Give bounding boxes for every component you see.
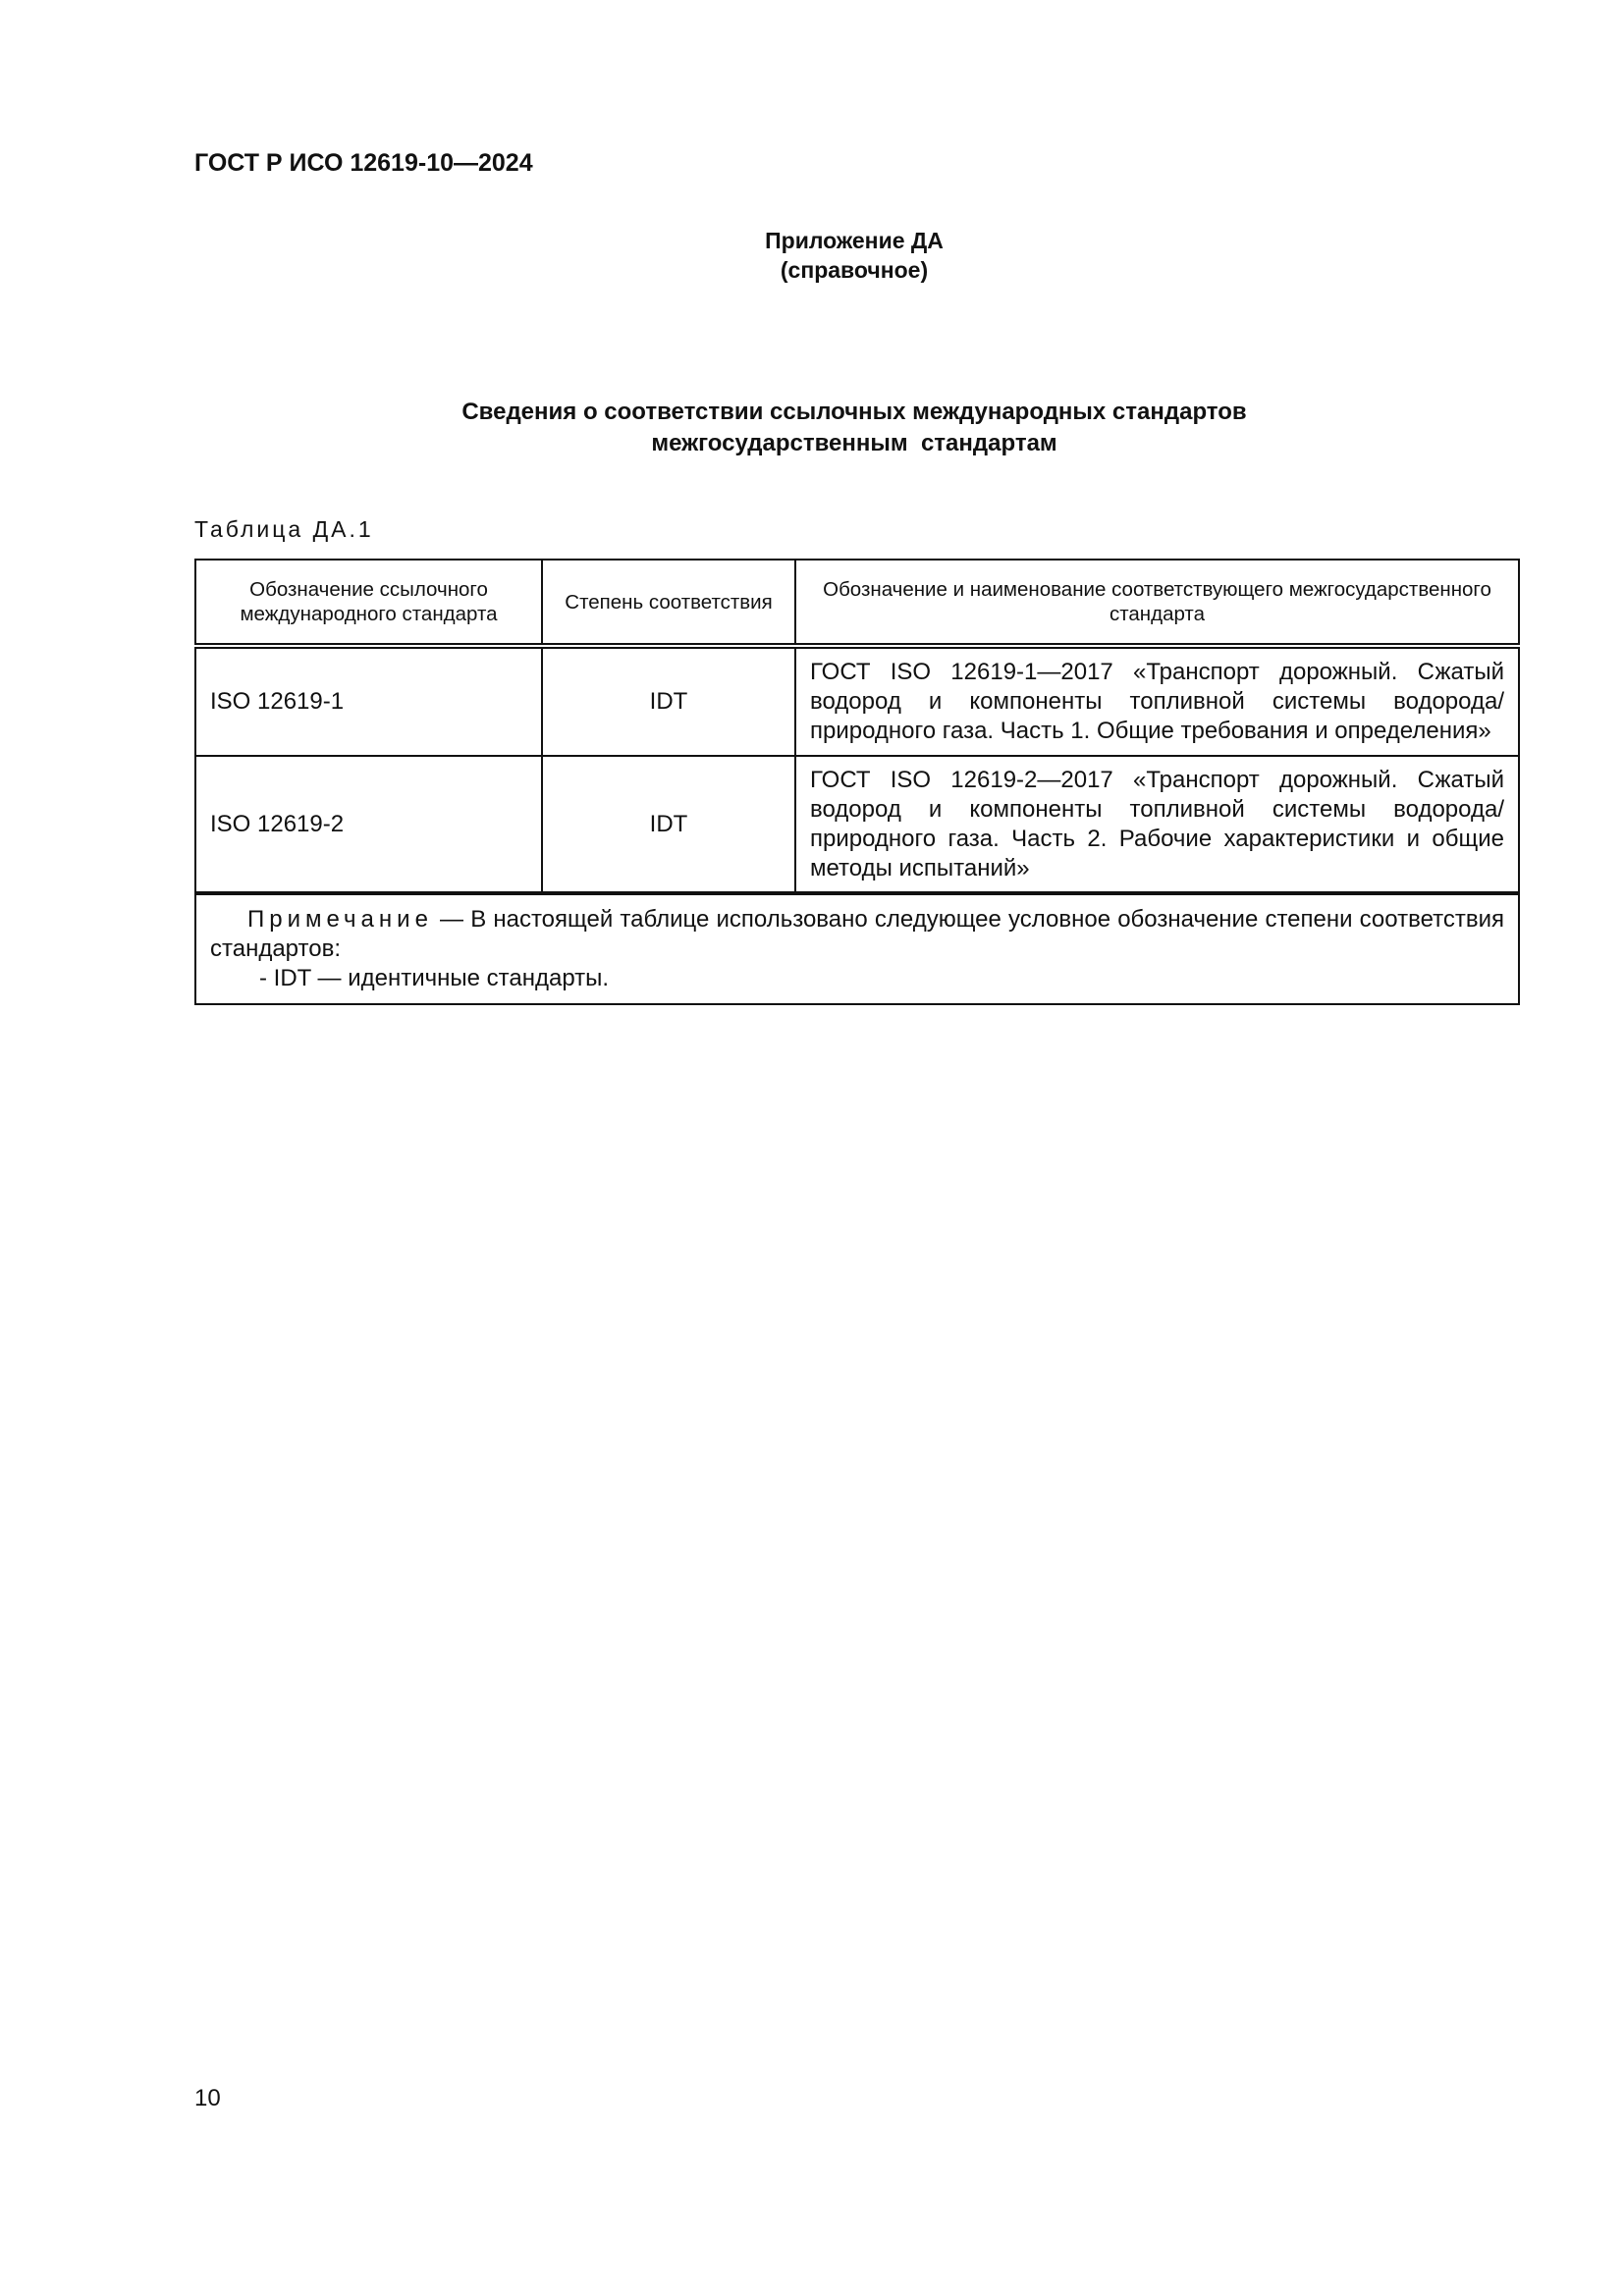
appendix-title: Приложение ДА bbox=[765, 228, 944, 253]
table-note-row bbox=[195, 893, 1519, 1004]
document-code: ГОСТ Р ИСО 12619-10—2024 bbox=[194, 149, 533, 177]
table-header-row bbox=[195, 560, 1519, 646]
table-note bbox=[195, 893, 1519, 1004]
table-row bbox=[195, 646, 1519, 756]
header-cell: Обозначение и наименование соответствующего межгосударственного стандарта bbox=[795, 560, 1519, 646]
ref-standard-cell: ISO 12619-1 bbox=[195, 646, 542, 756]
note-item: - IDT — идентичные стандарты. bbox=[259, 965, 610, 991]
section-title-line2: межгосударственным стандартам bbox=[651, 430, 1057, 456]
section-title-line1: Сведения о соответствии ссылочных международных стандартов bbox=[461, 399, 1247, 425]
appendix-subtitle: (справочное) bbox=[780, 257, 929, 283]
table-row bbox=[195, 756, 1519, 893]
note-label: Примечание bbox=[247, 906, 433, 933]
national-standard-cell: ГОСТ ISO 12619-1—2017 «Транспорт дорожный. Сжатый водород и компоненты топливной системы водорода/природного газа. Часть 1. Общие требования и определения» bbox=[795, 646, 1519, 756]
note-text: — В настоящей таблице использовано следующее условное обозначение степени соответствия стандартов: bbox=[210, 906, 1504, 962]
correspondence-table bbox=[194, 559, 1520, 1005]
table-label: Таблица ДА.1 bbox=[194, 516, 374, 542]
national-standard-cell: ГОСТ ISO 12619-2—2017 «Транспорт дорожный. Сжатый водород и компоненты топливной системы водорода/природного газа. Часть 2. Рабочие характеристики и общие методы испытаний» bbox=[795, 756, 1519, 893]
header-cell: Степень соответствия bbox=[542, 560, 795, 646]
degree-cell: IDT bbox=[542, 756, 795, 893]
header-cell: Обозначение ссылочного международного стандарта bbox=[195, 560, 542, 646]
page-number: 10 bbox=[194, 2085, 221, 2111]
degree-cell: IDT bbox=[542, 646, 795, 756]
ref-standard-cell: ISO 12619-2 bbox=[195, 756, 542, 893]
